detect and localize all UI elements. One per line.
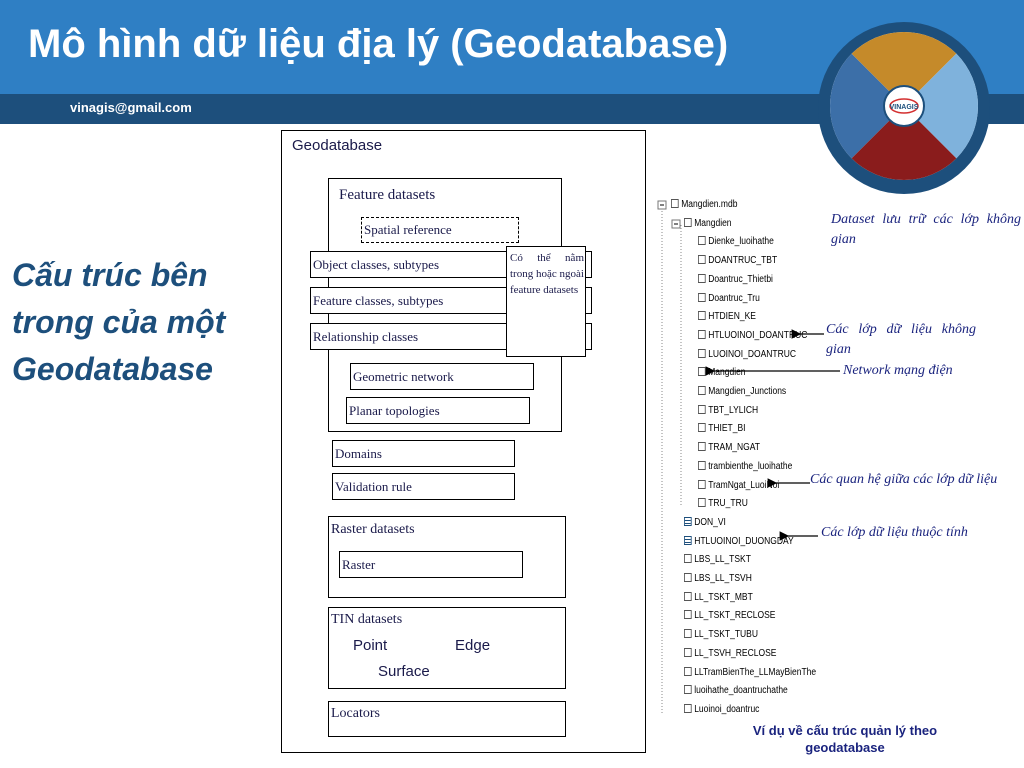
- tin-edge-label: Edge: [455, 637, 491, 654]
- geodatabase-label: Geodatabase: [292, 137, 383, 154]
- annotation-arrows: [700, 200, 840, 560]
- email-text: vinagis@gmail.com: [70, 100, 192, 115]
- tree-item-label: Dienke_luoihathe: [708, 236, 774, 248]
- tin-point-label: Point: [353, 637, 388, 654]
- tree-item-label: Doantruc_Thietbi: [708, 273, 773, 285]
- tree-item-label: Mangdien: [694, 217, 732, 229]
- slide-title: Mô hình dữ liệu địa lý (Geodatabase): [28, 22, 729, 66]
- domains-label: Domains: [335, 446, 382, 461]
- tree-item[interactable]: [684, 610, 775, 621]
- tree-item-label: HTLUOINOI_DUONGDAY: [694, 535, 794, 547]
- line-icon: [684, 629, 692, 638]
- annotation-relations: Các quan hệ giữa các lớp dữ liệu: [810, 472, 998, 487]
- planar-topologies-label: Planar topologies: [349, 403, 440, 418]
- logo-photo-icon: [830, 32, 978, 180]
- table-icon: [684, 536, 692, 545]
- relationship-classes-label: Relationship classes: [313, 329, 419, 344]
- tree-item[interactable]: [684, 685, 788, 696]
- tree-item-label: LL_TSVH_RECLOSE: [694, 647, 777, 659]
- feature-datasets-label: Feature datasets: [339, 187, 436, 203]
- dataset-icon: [684, 218, 692, 227]
- tree-item[interactable]: [684, 629, 758, 640]
- tree-item-label: LL_TSKT_MBT: [694, 591, 753, 603]
- tree-item-label: TBT_LYLICH: [708, 404, 759, 416]
- tree-item-label: Mangdien.mdb: [681, 199, 738, 210]
- tree-item-label: LBS_LL_TSKT: [694, 554, 751, 566]
- tree-item-label: DOANTRUC_TBT: [708, 255, 778, 267]
- tree-item-label: Mangdien_Junctions: [708, 386, 787, 397]
- line-icon: [684, 648, 692, 657]
- tree-item-label: TRU_TRU: [708, 498, 748, 510]
- validation-rule-label: Validation rule: [335, 479, 412, 494]
- line-icon: [684, 573, 692, 582]
- line-icon: [684, 667, 692, 676]
- tree-item-label: TramNgat_LuoiNoi: [708, 479, 780, 491]
- tree-item[interactable]: [684, 648, 776, 659]
- locators-label: Locators: [331, 706, 380, 721]
- raster-label: Raster: [342, 557, 376, 572]
- tree-item[interactable]: [684, 592, 753, 603]
- tree-item-label: Mangdien: [708, 367, 746, 379]
- annotation-network: Network mạng điện: [843, 363, 953, 378]
- annotation-spatial-layers: Các lớp dữ liệu không gian: [826, 322, 976, 357]
- tree-item-label: trambienthe_luoihathe: [708, 460, 793, 472]
- spatial-reference-label: Spatial reference: [364, 222, 452, 237]
- tree-item-label: LL_TSKT_TUBU: [694, 629, 758, 641]
- tree-item-label: LUOINOI_DOANTRUC: [708, 348, 797, 360]
- table-icon: [684, 517, 692, 526]
- tree-item-label: DON_VI: [694, 516, 726, 528]
- line-icon: [684, 610, 692, 619]
- side-heading: [12, 252, 225, 393]
- raster-datasets-label: Raster datasets: [331, 522, 415, 537]
- tree-item-label: Doantruc_Tru: [708, 292, 760, 304]
- tree-item-label: HTLUOINOI_DOANTRUC: [708, 329, 808, 341]
- line-icon: [684, 592, 692, 601]
- tree-item-label: Luoinoi_doantruc: [694, 703, 760, 715]
- tin-datasets-label: TIN datasets: [331, 612, 403, 627]
- tin-surface-label: Surface: [378, 663, 430, 680]
- tree-item-label: HTDIEN_KE: [708, 311, 756, 323]
- tree-item-label: LBS_LL_TSVH: [694, 573, 752, 584]
- tree-item[interactable]: [684, 573, 752, 584]
- side-heading-line-3: Geodatabase: [12, 351, 213, 387]
- line-icon: [684, 704, 692, 713]
- tree-item-label: LLTramBienThe_LLMayBienThe: [694, 666, 817, 678]
- figure-caption: Ví dụ về cấu trúc quản lý theo geodatabase: [752, 723, 938, 755]
- logo-text: VINAGIS: [889, 104, 919, 111]
- logo-image: [830, 32, 978, 180]
- feature-classes-label: Feature classes, subtypes: [313, 293, 444, 308]
- tree-item-label: LL_TSKT_RECLOSE: [694, 610, 776, 622]
- side-heading-line-2: trong của một: [12, 304, 226, 340]
- line-icon: [684, 554, 692, 563]
- tree-item[interactable]: [684, 667, 816, 678]
- tree-item-label: TRAM_NGAT: [708, 442, 760, 454]
- annotation-dataset: Dataset lưu trữ các lớp không gian: [831, 212, 1021, 247]
- geometric-network-label: Geometric network: [353, 369, 454, 384]
- note-text: Có thể nằm trong hoặc ngoài feature datasets: [510, 252, 584, 296]
- side-heading-line-1: Cấu trúc bên: [12, 257, 208, 293]
- tree-item[interactable]: [684, 704, 759, 715]
- database-icon: [671, 199, 679, 208]
- object-classes-label: Object classes, subtypes: [313, 257, 440, 272]
- annotation-attribute-layers: Các lớp dữ liệu thuộc tính: [821, 525, 968, 540]
- tree-item-label: THIET_BI: [708, 423, 746, 435]
- tree-item-label: luoihathe_doantruchathe: [694, 685, 788, 697]
- line-icon: [684, 685, 692, 694]
